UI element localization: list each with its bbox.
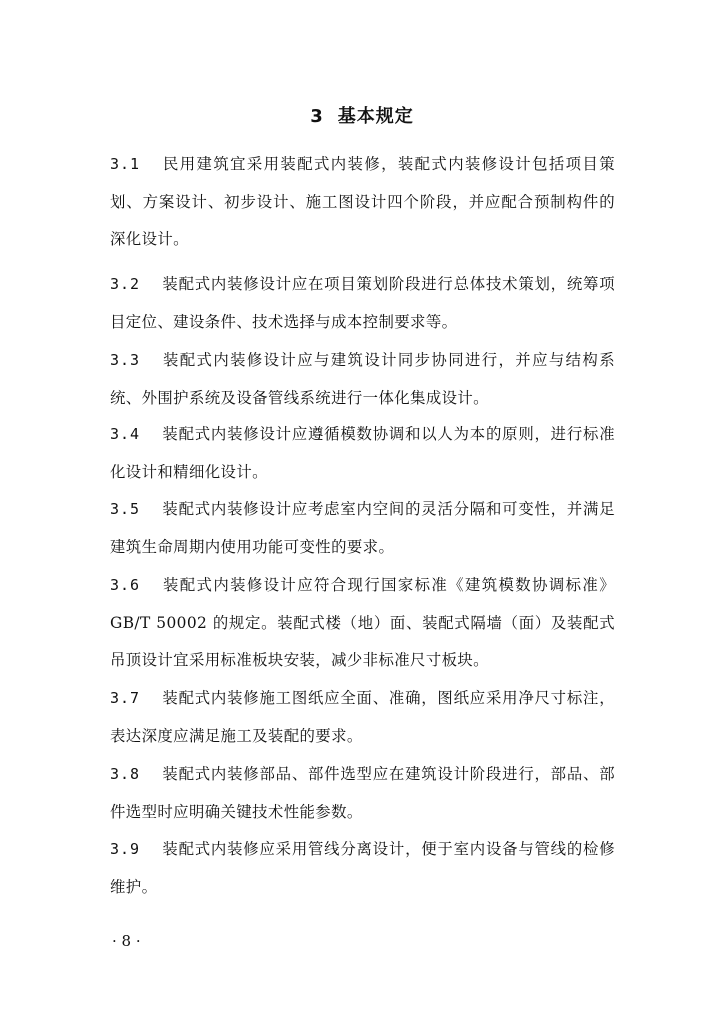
clause-3-8 <box>110 756 615 831</box>
clause-text: 装配式内装修应采用管线分离设计，便于室内设备与管线的检修维护。 <box>110 840 615 896</box>
clause-number: 3.5 <box>110 500 141 518</box>
clause-number: 3.8 <box>110 765 141 783</box>
clause-text: 装配式内装修设计应在项目策划阶段进行总体技术策划，统筹项目定位、建设条件、技术选择与成本控制要求等。 <box>110 275 615 331</box>
clause-number: 3.1 <box>110 155 141 173</box>
clause-text: 装配式内装修设计应符合现行国家标准《建筑模数协调标准》GB/T 50002 的规定。装配式楼（地）面、装配式隔墙（面）及装配式吊顶设计宜采用标准板块安装，减少非标准尺寸板块。 <box>110 576 615 669</box>
clause-text: 装配式内装修设计应遵循模数协调和以人为本的原则，进行标准化设计和精细化设计。 <box>110 425 615 481</box>
clause-text: 装配式内装修部品、部件选型应在建筑设计阶段进行，部品、部件选型时应明确关键技术性能参数。 <box>110 765 615 821</box>
page-number: · 8 · <box>112 932 141 950</box>
clause-number: 3.6 <box>110 576 141 594</box>
clause-3-1 <box>110 146 615 259</box>
clause-3-5 <box>110 491 615 566</box>
section-number: 3 <box>310 106 324 127</box>
clause-3-9 <box>110 831 615 906</box>
clause-text: 装配式内装修施工图纸应全面、准确，图纸应采用净尺寸标注，表达深度应满足施工及装配的要求。 <box>110 689 615 745</box>
clause-text: 装配式内装修设计应与建筑设计同步协同进行，并应与结构系统、外围护系统及设备管线系统进行一体化集成设计。 <box>110 351 615 407</box>
clause-3-2 <box>110 266 615 341</box>
clause-text: 装配式内装修设计应考虑室内空间的灵活分隔和可变性，并满足建筑生命周期内使用功能可变性的要求。 <box>110 500 615 556</box>
section-heading <box>0 104 724 130</box>
section-title: 基本规定 <box>337 106 414 127</box>
clause-text: 民用建筑宜采用装配式内装修，装配式内装修设计包括项目策划、方案设计、初步设计、施工图设计四个阶段，并应配合预制构件的深化设计。 <box>110 155 615 248</box>
clause-3-7 <box>110 680 615 755</box>
clause-number: 3.3 <box>110 351 141 369</box>
clause-number: 3.7 <box>110 689 141 707</box>
clause-3-6 <box>110 567 615 680</box>
clause-3-4 <box>110 416 615 491</box>
clause-number: 3.2 <box>110 275 141 293</box>
clause-3-3 <box>110 342 615 417</box>
clause-number: 3.9 <box>110 840 141 858</box>
clause-number: 3.4 <box>110 425 141 443</box>
